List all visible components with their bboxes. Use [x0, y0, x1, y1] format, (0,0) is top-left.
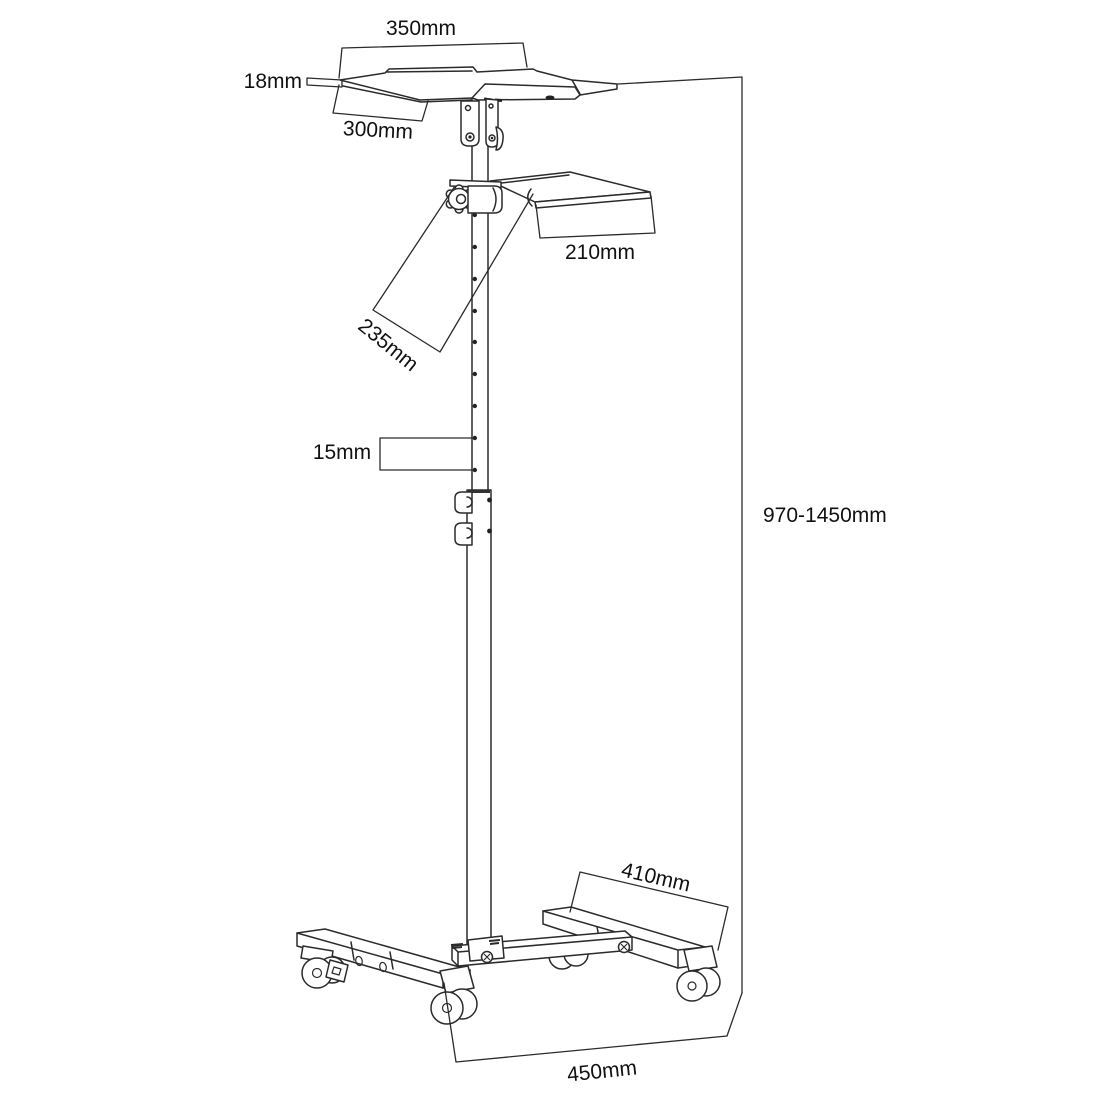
dim-label-shelf-depth: 235mm	[353, 314, 423, 377]
height-lock-knob-lower	[455, 523, 472, 545]
base	[297, 907, 720, 1024]
height-lock-knob-upper	[455, 492, 472, 513]
projector-tray	[340, 67, 617, 102]
dim-label-hole-pitch: 15mm	[312, 441, 372, 464]
tilt-lock-lever	[496, 127, 503, 150]
shelf-clamp	[446, 180, 502, 213]
dim-shelf-depth	[354, 186, 533, 376]
dim-tray-thickness	[244, 70, 342, 93]
side-shelf	[490, 172, 651, 208]
dim-label-height-range: 970-1450mm	[763, 504, 887, 527]
dim-label-tray-depth: 300mm	[342, 117, 414, 144]
dim-hole-pitch	[313, 438, 471, 470]
dim-label-tray-thickness: 18mm	[243, 70, 302, 93]
dim-label-shelf-width: 210mm	[564, 241, 636, 264]
lower-pole	[455, 490, 492, 945]
dim-height-range	[618, 77, 887, 993]
dim-label-tray-width: 350mm	[385, 17, 457, 40]
dim-label-base-width: 450mm	[566, 1056, 639, 1087]
dim-label-base-depth: 410mm	[619, 858, 693, 897]
